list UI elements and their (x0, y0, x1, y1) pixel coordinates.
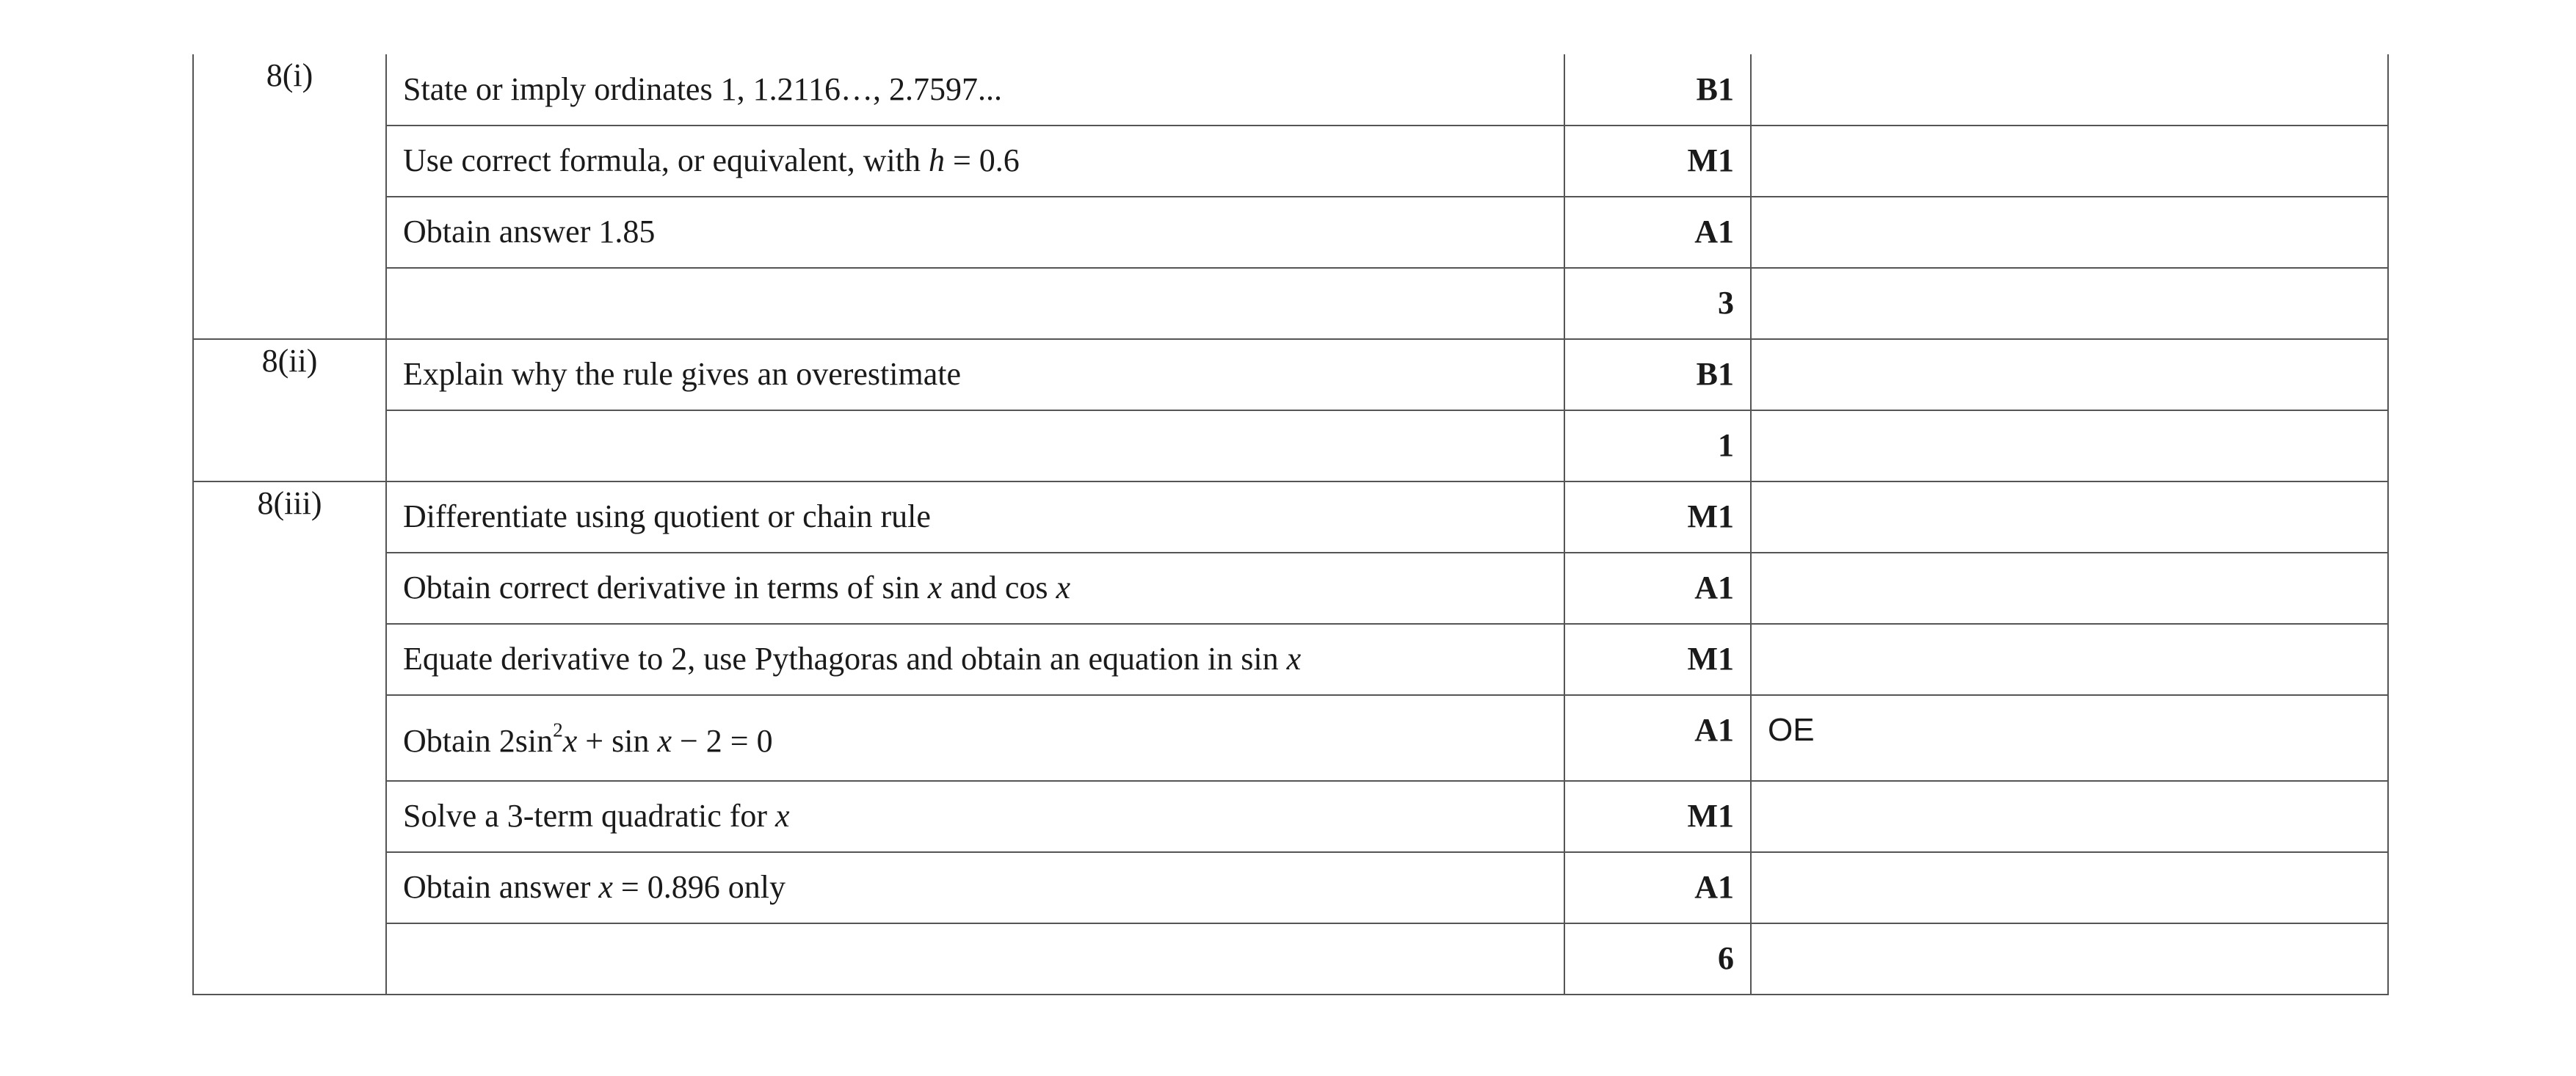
math-variable: x (598, 869, 613, 906)
mark-cell: M1 (1564, 481, 1751, 553)
answer-text: + sin (577, 723, 658, 760)
mark-cell: M1 (1564, 624, 1751, 695)
answer-cell (386, 553, 1564, 624)
table-row (193, 923, 2388, 995)
math-variable: x (1286, 641, 1302, 677)
table-row (193, 126, 2388, 197)
guidance-cell (1751, 54, 2388, 126)
guidance-cell (1751, 268, 2388, 339)
question-number: 8(iii) (193, 481, 386, 995)
answer-cell: State or imply ordinates 1, 1.2116…, 2.7597... (386, 54, 1564, 126)
answer-text: Equate derivative to 2, use Pythagoras and obtain an equation in sin (403, 641, 1287, 677)
answer-cell (386, 410, 1564, 481)
mark-cell: A1 (1564, 197, 1751, 268)
table-row (193, 481, 2388, 553)
mark-cell: A1 (1564, 852, 1751, 923)
table-row (193, 695, 2388, 781)
table-row (193, 852, 2388, 923)
table-row (193, 197, 2388, 268)
table-row (193, 410, 2388, 481)
math-variable: x (775, 798, 790, 835)
answer-text: Use correct formula, or equivalent, with (403, 142, 929, 179)
answer-cell (386, 126, 1564, 197)
math-variable: x (657, 723, 672, 760)
answer-text: Solve a 3-term quadratic for (403, 798, 776, 835)
answer-cell: Obtain answer 1.85 (386, 197, 1564, 268)
table-row (193, 268, 2388, 339)
mark-cell: A1 (1564, 553, 1751, 624)
guidance-cell (1751, 481, 2388, 553)
math-variable: h (928, 142, 945, 179)
table-row (193, 781, 2388, 852)
math-variable: x (927, 570, 943, 606)
answer-cell: Differentiate using quotient or chain rule (386, 481, 1564, 553)
answer-text: = 0.896 only (612, 869, 786, 906)
math-variable: x (1056, 570, 1071, 606)
guidance-cell (1751, 197, 2388, 268)
answer-cell (386, 852, 1564, 923)
guidance-cell (1751, 781, 2388, 852)
mark-cell: M1 (1564, 126, 1751, 197)
mark-cell: B1 (1564, 339, 1751, 410)
mark-cell: A1 (1564, 695, 1751, 781)
answer-cell (386, 695, 1564, 781)
answer-cell (386, 781, 1564, 852)
answer-cell (386, 923, 1564, 995)
table-row (193, 553, 2388, 624)
guidance-cell (1751, 126, 2388, 197)
answer-cell: Explain why the rule gives an overestimate (386, 339, 1564, 410)
answer-text: − 2 = 0 (671, 723, 773, 760)
answer-text: Obtain correct derivative in terms of sin (403, 570, 928, 606)
answer-text: = 0.6 (944, 142, 1020, 179)
mark-scheme-table (192, 54, 2389, 995)
answer-text: Obtain 2sin (403, 723, 554, 760)
answer-cell (386, 268, 1564, 339)
mark-cell: M1 (1564, 781, 1751, 852)
guidance-cell (1751, 553, 2388, 624)
guidance-cell (1751, 410, 2388, 481)
guidance-cell (1751, 852, 2388, 923)
table-row (193, 624, 2388, 695)
math-variable: x (562, 723, 578, 760)
mark-cell: B1 (1564, 54, 1751, 126)
table-row (193, 54, 2388, 126)
question-number: 8(ii) (193, 339, 386, 481)
guidance-cell (1751, 923, 2388, 995)
total-mark-cell: 1 (1564, 410, 1751, 481)
exponent: 2 (553, 719, 563, 741)
guidance-cell (1751, 339, 2388, 410)
answer-text: and cos (942, 570, 1056, 606)
guidance-cell (1751, 624, 2388, 695)
answer-cell (386, 624, 1564, 695)
answer-text: Obtain answer (403, 869, 599, 906)
table-row (193, 339, 2388, 410)
guidance-cell: OE (1751, 695, 2388, 781)
question-number: 8(i) (193, 54, 386, 339)
total-mark-cell: 6 (1564, 923, 1751, 995)
total-mark-cell: 3 (1564, 268, 1751, 339)
